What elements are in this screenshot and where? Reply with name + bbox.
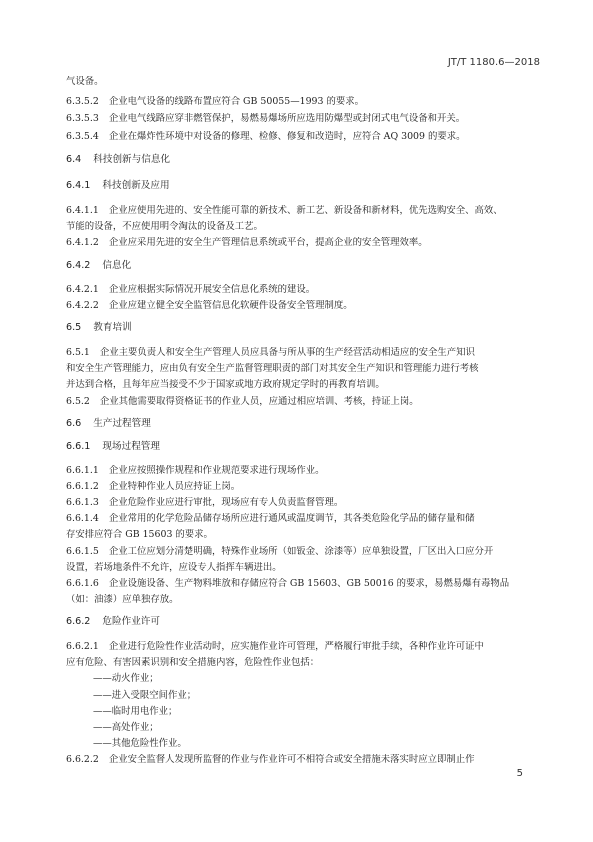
section-heading-6-6-2: 6.6.2 危险作业许可 <box>66 616 160 627</box>
section-heading-6-4: 6.4 科技创新与信息化 <box>66 154 171 165</box>
text-line: （如：油漆）应单独存放。 <box>66 594 179 605</box>
standard-code: JT/T 1180.6—2018 <box>447 57 540 68</box>
clause-6-3-5-2: 6.3.5.2 企业电气设备的线路布置应符合 GB 50055—1993 的要求。 <box>66 96 364 107</box>
clause-6-6-1-6: 6.6.1.6 企业设施设备、生产物料堆放和存储应符合 GB 15603、GB 50016 的要求，易燃易爆有毒物品 <box>66 578 510 589</box>
clause-6-5-1: 6.5.1 企业主要负责人和安全生产管理人员应具备与所从事的生产经营活动相适应的安全生产知识 <box>66 347 475 358</box>
text-line: 应有危险、有害因素识别和安全措施内容，危险性作业包括： <box>66 657 320 668</box>
clause-6-3-5-4: 6.3.5.4 企业在爆炸性环境中对设备的修理、检修、修复和改造时，应符合 AQ 3009 的要求。 <box>66 131 466 142</box>
text-line: 节能的设备，不应使用明令淘汰的设备及工艺。 <box>66 221 263 232</box>
clause-6-3-5-3: 6.3.5.3 企业电气线路应穿非燃管保护，易燃易爆场所应选用防爆型或封闭式电气设备和开关。 <box>66 113 466 124</box>
clause-6-6-1-2: 6.6.1.2 企业特种作业人员应持证上岗。 <box>66 481 241 492</box>
section-heading-6-4-2: 6.4.2 信息化 <box>66 260 132 271</box>
clause-6-4-1-1: 6.4.1.1 企业应使用先进的、安全性能可靠的新技术、新工艺、新设备和新材料，优先选购安全、高效、 <box>66 205 503 216</box>
clause-6-6-1-4: 6.6.1.4 企业常用的化学危险品储存场所应进行通风或温度调节，其各类危险化学品的储存量和储 <box>66 513 475 524</box>
section-heading-6-4-1: 6.4.1 科技创新及应用 <box>66 180 170 191</box>
page-number: 5 <box>516 768 523 779</box>
clause-6-6-1-1: 6.6.1.1 企业应按照操作规程和作业规范要求进行现场作业。 <box>66 465 325 476</box>
clause-6-4-2-2: 6.4.2.2 企业应建立健全安全监管信息化软硬件设备安全管理制度。 <box>66 300 353 311</box>
clause-6-5-2: 6.5.2 企业其他需要取得资格证书的作业人员，应通过相应培训、考核，持证上岗。 <box>66 396 419 407</box>
list-item: ——临时用电作业； <box>93 706 178 717</box>
clause-6-6-1-3: 6.6.1.3 企业危险作业应进行审批，现场应有专人负责监督管理。 <box>66 497 344 508</box>
section-heading-6-5: 6.5 教育培训 <box>66 322 132 333</box>
text-line: 设置，若场地条件不允许，应设专人指挥车辆进出。 <box>66 562 282 573</box>
list-item: ——进入受限空间作业； <box>93 690 197 701</box>
clause-6-4-1-2: 6.4.1.2 企业应采用先进的安全生产管理信息系统或平台，提高企业的安全管理效率。 <box>66 237 428 248</box>
text-line: 存安排应符合 GB 15603 的要求。 <box>66 529 213 540</box>
section-heading-6-6: 6.6 生产过程管理 <box>66 418 151 429</box>
clause-6-4-2-1: 6.4.2.1 企业应根据实际情况开展安全信息化系统的建设。 <box>66 284 316 295</box>
clause-6-6-2-1: 6.6.2.1 企业进行危险性作业活动时，应实施作业许可管理，严格履行审批手续，各种作业许可证中 <box>66 641 484 652</box>
text-line: 和安全生产管理能力，应由负有安全生产监督管理职责的部门对其安全生产知识和管理能力进行考核 <box>66 363 479 374</box>
list-item: ——其他危险性作业。 <box>93 738 187 749</box>
clause-6-6-2-2: 6.6.2.2 企业安全监督人发现所监督的作业与作业许可不相符合或安全措施未落实时应立即制止作 <box>66 754 475 765</box>
list-item: ——动火作业； <box>93 673 159 684</box>
text-line: 气设备。 <box>66 76 104 87</box>
clause-6-6-1-5: 6.6.1.5 企业工位应划分清楚明确，特殊作业场所（如钣金、涂漆等）应单独设置，厂区出入口应分开 <box>66 546 494 557</box>
section-heading-6-6-1: 6.6.1 现场过程管理 <box>66 441 160 452</box>
text-line: 并达到合格，且每年应当接受不少于国家或地方政府规定学时的再教育培训。 <box>66 379 385 390</box>
list-item: ——高处作业； <box>93 722 159 733</box>
